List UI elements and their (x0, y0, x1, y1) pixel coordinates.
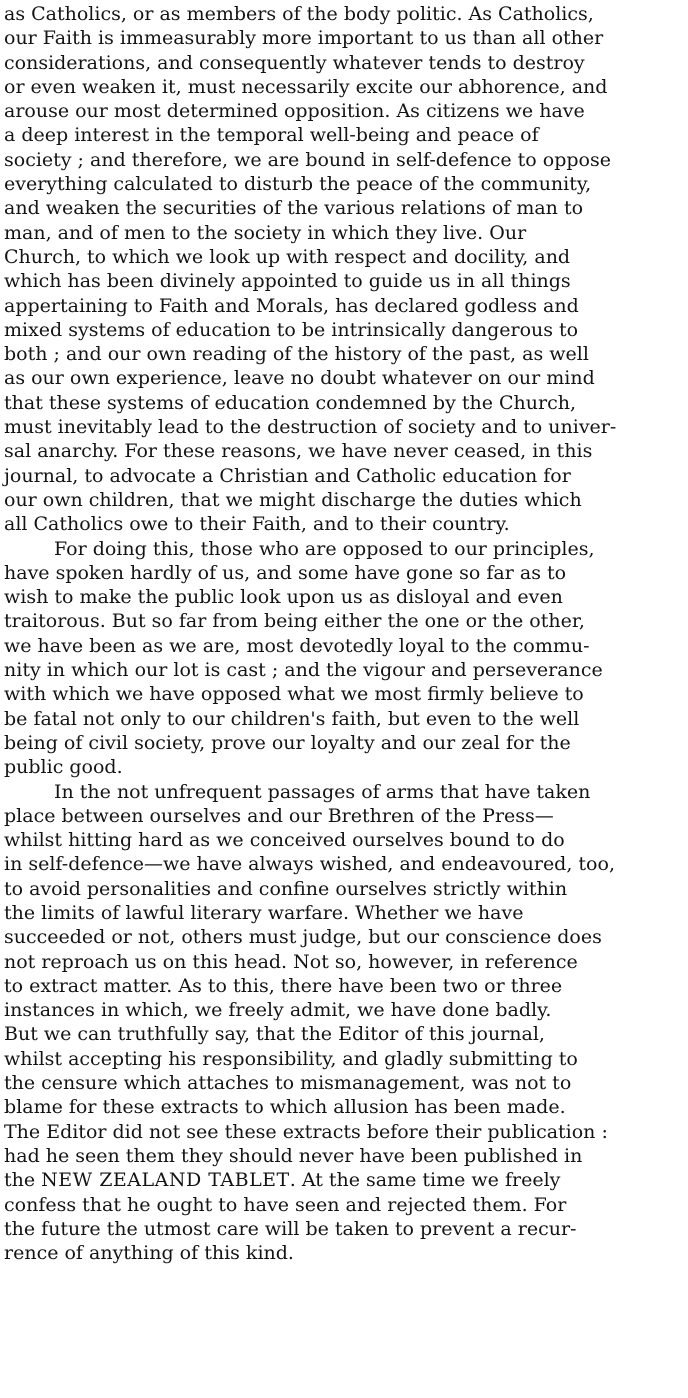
text-line: In the not unfrequent passages of arms that have taken (54, 780, 591, 803)
text-line: had he seen them they should never have been published in (4, 1144, 583, 1167)
text-line: instances in which, we freely admit, we have done badly. (4, 999, 552, 1022)
text-line: confess that he ought to have seen and rejected them. For (4, 1193, 567, 1216)
text-line: traitorous. But so far from being either the one or the other, (4, 610, 585, 633)
text-line: our own children, that we might discharge the duties which (4, 488, 582, 511)
text-line: The Editor did not see these extracts before their publication : (4, 1120, 608, 1143)
text-line: blame for these extracts to which allusion has been made. (4, 1096, 566, 1119)
text-line: with which we have opposed what we most firmly believe to (4, 683, 584, 706)
text-line: mixed systems of education to be intrinsically dangerous to (4, 318, 579, 341)
text-line: rence of anything of this kind. (4, 1242, 294, 1265)
text-line: arouse our most determined opposition. As citizens we have (4, 100, 585, 123)
paragraph (4, 2, 684, 537)
article-column (4, 2, 684, 1265)
text-line: and weaken the securities of the various relations of man to (4, 197, 584, 220)
publication-name: NEW ZEALAND TABLET (41, 1169, 290, 1192)
text-line: to avoid personalities and confine ourselves strictly within (4, 877, 568, 900)
text-line: being of civil society, prove our loyalty and our zeal for the (4, 731, 571, 754)
text-line: But we can truthfully say, that the Editor of this journal, (4, 1023, 545, 1046)
text-line: succeeded or not, others must judge, but our conscience does (4, 926, 602, 949)
paragraph (4, 537, 684, 780)
text-line: the future the utmost care will be taken to prevent a recur- (4, 1217, 577, 1240)
text-line: man, and of men to the society in which they live. Our (4, 221, 527, 244)
text-line: nity in which our lot is cast ; and the vigour and perseverance (4, 659, 603, 682)
text-line: have spoken hardly of us, and some have gone so far as to (4, 561, 567, 584)
text-line: appertaining to Faith and Morals, has declared godless and (4, 294, 579, 317)
text-line: which has been divinely appointed to guide us in all things (4, 270, 571, 293)
paragraph (4, 780, 684, 1266)
text-line: must inevitably lead to the destruction of society and to univer- (4, 416, 617, 439)
text-line: place between ourselves and our Brethren of the Press— (4, 804, 554, 827)
text-line: not reproach us on this head. Not so, however, in reference (4, 950, 578, 973)
text-line: the censure which attaches to mismanagement, was not to (4, 1072, 572, 1095)
text-line: public good. (4, 756, 123, 779)
text-line: society ; and therefore, we are bound in self-defence to oppose (4, 148, 611, 171)
text-line: Church, to which we look up with respect and docility, and (4, 245, 571, 268)
text-line: For doing this, those who are opposed to our principles, (54, 537, 595, 560)
text-line: the limits of lawful literary warfare. Whether we have (4, 901, 524, 924)
text-line: all Catholics owe to their Faith, and to their country. (4, 513, 510, 536)
text-line: as Catholics, or as members of the body politic. As Catholics, (4, 3, 594, 25)
text-line: wish to make the public look upon us as disloyal and even (4, 586, 563, 609)
text-line: our Faith is immeasurably more important to us than all other (4, 27, 604, 50)
text-line: be fatal not only to our children's faith, but even to the well (4, 707, 580, 730)
text-line: the NEW ZEALAND TABLET. At the same time we freely (4, 1169, 561, 1192)
text-line: journal, to advocate a Christian and Catholic education for (4, 464, 571, 487)
text-line: whilst accepting his responsibility, and gladly submitting to (4, 1047, 578, 1070)
text-line: we have been as we are, most devotedly loyal to the commu- (4, 634, 590, 657)
text-line: both ; and our own reading of the history of the past, as well (4, 343, 589, 366)
text-line: sal anarchy. For these reasons, we have never ceased, in this (4, 440, 593, 463)
text-line: a deep interest in the temporal well-being and peace of (4, 124, 539, 147)
text-line: to extract matter. As to this, there have been two or three (4, 974, 563, 997)
text-line: as our own experience, leave no doubt whatever on our mind (4, 367, 595, 390)
text-line: everything calculated to disturb the peace of the community, (4, 173, 592, 196)
text-line: or even weaken it, must necessarily excite our abhorence, and (4, 75, 608, 98)
text-line: considerations, and consequently whatever tends to destroy (4, 51, 585, 74)
text-line: whilst hitting hard as we conceived ourselves bound to do (4, 829, 565, 852)
text-line: that these systems of education condemned by the Church, (4, 391, 577, 414)
text-line: in self-defence—we have always wished, and endeavoured, too, (4, 853, 615, 876)
